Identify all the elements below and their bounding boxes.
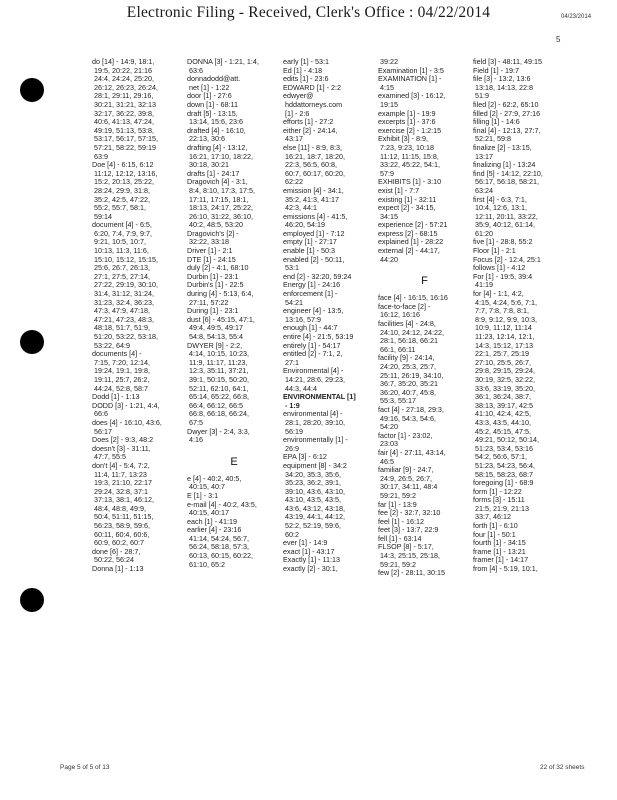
index-entry: face [4] - 16:15, 16:16 — [378, 293, 448, 303]
index-entry: Ed [1] - 4:18 — [283, 65, 323, 75]
index-entry: Environmental [4] - 14:21, 28:6, 29:23, 44:3, 44:4 — [283, 366, 345, 393]
index-entry: emission [4] - 34:1, 35:2, 41:3, 41:17 42:3, 44:1 — [283, 185, 344, 213]
index-entry: fact [4] - 27:18, 29:3, 49:16, 54:3, 54:6, 54:20 — [378, 404, 444, 432]
index-entry: exercise [2] - 1:2:15 — [378, 125, 442, 135]
index-entry: document [4] - 6:5, 6:20, 7:4, 7:9, 9:7, 9:21, 10:5, 10:7, 10:13, 11:3, 11:6, 15:10, 15:12, 15:15, 25:6, 26:7, 26:13, 27:1, 27:5, 27:14, 27:22, 29:19, 30:10, 31:4, 31:12, 31:24, 31:23, 32:4, 36:23, 47:3, 47:9, 47:18, 47:21, 47:23, 48:3, 48:18, 51:7, 51:9, 51:20, 53:22, 53:18, 53:22, 64:9 — [92, 220, 158, 350]
index-entry: documents [4] - 7:15, 7:20, 12:14, 19:24, 19:1, 19:8, 19:11, 25:7, 26:2, 44:24, 52:8, 58:7 — [92, 349, 150, 393]
index-entry: Examination [1] - 3:5 — [378, 65, 444, 75]
index-entry: Does [2] - 9:3, 48:2 — [92, 435, 154, 445]
index-entry: fell [1] - 63:14 — [378, 533, 422, 543]
index-entry: examined [3] - 16:12, 19:15 — [378, 91, 446, 109]
index-entry: empty [1] - 27:17 — [283, 237, 337, 247]
index-entry: for [4] - 1:1, 4:2, 4:15, 4:24, 5:6, 7:1, 7:7, 7:8, 7:8, 8:1, 8:9, 9:12, 9:9, 10:3, 10:9, 11:12, 11:14 11:23, 12:14, 12:1, 14:3, 15:12, 17:13 22:1, 25:7, 25:19 27:10, 25:5, 26:7, 29:8, 29:15, 29:24, 30:19, 32:5, 32:22, 33:6, 33:19, 35:20, 36:1, 36:24, 38:7, 38:13, 39:17, 42:5 41:10, 42:4, 42:5, 43:3, 43:5, 44:10, 45:2, 45:15, 47:5, 49:21, 50:12, 50:14, 51:23, 53:4, 53:16 54:2, 56:6, 57:1, 51:23, 54:23, 56:4, 58:15, 58:23, 68:7 — [473, 289, 539, 479]
index-entry: does [4] - 16:10, 43:6, 56:17 — [92, 417, 162, 436]
index-entry: Floor [1] - 2:1 — [473, 246, 516, 256]
section-letter: F — [421, 275, 428, 288]
index-entry: e [4] - 40:2, 40:5, 40:15, 40:7 — [187, 473, 242, 492]
index-entry: entire [4] - 21:5, 53:19 — [283, 332, 354, 341]
index-entry: For [1] - 19:5, 39:4 41:19 — [473, 271, 533, 290]
index-entry: end [2] - 32:20, 59:24 — [283, 271, 352, 281]
index-entry: factor [1] - 23:02, 23:03 — [378, 430, 433, 449]
index-entry: follows [1] - 4:12 — [473, 263, 526, 273]
index-entry: explained [1] - 28:22 — [378, 237, 444, 247]
index-column-2 — [187, 58, 281, 722]
index-entry: excerpts [1] - 37:6 — [378, 117, 436, 127]
index-column-5 — [473, 58, 611, 722]
index-entry: filed [2] - 62:2, 65:10 — [473, 99, 539, 109]
index-entry: donnadodd@att. net [1] - 1:22 — [187, 74, 241, 92]
index-entry: Dragovich [4] - 3:1, 8:4, 8:10, 17:3, 17:5, 17:11, 17:15, 18:1, 18:13, 24:17, 25:22, 26:10, 31:22, 36:10, 40:2, 48:5, 53:20 — [187, 177, 255, 230]
index-entry: don't [4] - 5:4, 7:2, 11:4, 11:7, 13:23 19:3, 21:10, 22:17 29:24, 32:8, 37:1 37:13, 38:1, 46:12, 48:4, 48:8, 49:9, 50:4, 51:11, 51:15, 56:23, 58:9, 59:6, 60:11, 60:4, 60:6, 60:9, 60:2, 60:7 — [92, 460, 154, 548]
index-entry: door [1] - 27:6 — [187, 91, 232, 101]
index-entry: finalizing [1] - 13:24 — [473, 160, 536, 170]
index-entry: few [2] - 28:11, 30:15 — [378, 568, 445, 578]
index-entry: enabled [2] - 50:11, 53:1 — [283, 254, 345, 273]
index-entry: exact [1] - 43:17 — [283, 546, 335, 556]
index-entry: exist [1] - 7:7 — [378, 185, 420, 195]
index-entry: doesn't [3] - 31:11, 47:7, 55:5 — [92, 443, 151, 462]
index-entry: EPA [3] - 6:12 — [283, 452, 327, 462]
index-entry: from [4] - 5:19, 10:1, — [473, 564, 538, 574]
index-entry: either [2] - 24:14, 43:17 — [283, 125, 338, 144]
index-entry: during [4] - 5:13, 6:4, 27:11, 57:22 — [187, 289, 254, 307]
index-entry: Doe [4] - 6:15, 6:12 11:12, 12:12, 13:16, 15:2, 20:13, 25:22, 28:24, 29:9, 31:8, 35:2, 42:5, 47:22, 55:2, 55:7, 58:1, 59:14 — [92, 160, 158, 221]
index-entry: drafted [4] - 16:10, 22:13, 30:6 — [187, 125, 246, 144]
index-entry: Dwyer [3] - 2:4, 3:3, 4:16 — [187, 426, 250, 445]
index-entry: Durbin's [1] - 22:5 — [187, 280, 244, 290]
punch-hole-bottom — [20, 588, 44, 612]
index-entry: forms [3] - 15:11 21:5, 21:9, 21:13 33:7, 46:12 — [473, 495, 529, 522]
index-entry: DODD [3] - 1:21, 4:4, 66:6 — [92, 400, 160, 419]
index-entry: environmental [4] - 28:1, 28:20, 39:10, 56:19 — [283, 409, 345, 436]
index-entry: four [1] - 50:1 — [473, 529, 516, 539]
index-entry: form [1] - 12:22 — [473, 486, 522, 496]
index-entry: early [1] - 53:1 — [283, 58, 329, 66]
index-entry: duly [2] - 4:1, 68:10 — [187, 263, 249, 273]
index-entry: facilities [4] - 24:8, 24:10, 24:12, 24:22, 28:1, 56:18, 66:21 66:1, 66:11 — [378, 319, 444, 354]
index-entry: FLSOP [8] - 5:17, 14:3, 25:15, 25:18, 59:21, 59:2 — [378, 542, 440, 569]
index-entry: example [1] - 19:9 — [378, 108, 436, 118]
index-entry: Dragovich's [2] - 32:22, 33:18 — [187, 228, 239, 247]
index-entry: existing [1] - 32:11 — [378, 194, 437, 204]
index-entry: drafting [4] - 13:12, 16:21, 17:10, 18:22, 30:18, 30:21 — [187, 142, 253, 170]
index-entry: DWYER [9] - 2:2, 4:14, 10:15, 10:23, 11:9, 11:17, 11:23, 12:3, 35:11, 37:21, 39:1, 50:15, 50:20, 52:11, 62:10, 64:1, 65:14, 65:22, 66:8, 66:4, 66:12, 66:5 66:8, 66:18, 66:24, 67:5 — [187, 340, 249, 427]
index-column-1 — [92, 58, 188, 722]
index-entry: EXHIBITS [1] - 3:10 — [378, 177, 442, 187]
index-entry: Energy [1] - 24:16 — [283, 280, 341, 290]
section-letter: E — [230, 455, 238, 468]
page-footer: Page 5 of 5 of 13 — [60, 764, 110, 771]
index-entry: EDWARD [1] - 2:2 — [283, 82, 342, 92]
index-entry: do [14] - 14:9, 18:1, 19:5, 20:22, 21:16 24:4, 24:24, 25:20, 26:12, 26:23, 26:24, 28:1, 29:11, 29:16, 30:21, 31:21, 32:13 32:17, 36:22, 39:8, 40:6, 41:13, 47:24, 49:19, 51:13, 53:8, 53:17, 56:17, 57:15, 57:21, 58:22, 59:19 63:9 — [92, 58, 158, 161]
index-entry: edwyer@ hddattorneys.com [1] - 2:6 — [283, 91, 343, 118]
sheet-count: 22 of 32 sheets — [540, 764, 585, 771]
index-entry: drafts [1] - 24:17 — [187, 168, 240, 178]
index-entry: dust [6] - 45:15, 47:1, 49:4, 49:5, 49:17 54:8, 54:13, 55:4 — [187, 314, 255, 341]
index-entry: fair [4] - 27:11, 43:14, 46:5 — [378, 447, 446, 466]
index-entry: E [1] - 3:1 — [187, 490, 219, 500]
index-entry: emissions [4] - 41:5, 46:20, 54:19 — [283, 211, 348, 230]
index-entry: 39:22 — [378, 58, 398, 66]
index-entry: Durbin [1] - 23:1 — [187, 271, 239, 281]
index-entry: down [1] - 68:11 — [187, 99, 239, 109]
index-entry: engineer [4] - 13:5, 13:16, 57:9 — [283, 306, 344, 324]
index-entry: employed [1] - 7:12 — [283, 228, 345, 238]
index-entry: entirely [1] - 54:17 — [283, 340, 341, 350]
index-entry: feet [3] - 13:7, 22:9 — [378, 525, 439, 535]
index-entry: EXAMINATION [1] - 4:15 — [378, 74, 442, 92]
index-entry: frame [1] - 13:21 — [473, 546, 526, 556]
index-entry: expect [2] - 34:15, 34:15 — [378, 203, 436, 221]
index-entry: external [2] - 44:17, 44:20 — [378, 246, 440, 264]
index-entry: fee [2] - 32:7, 32:10 — [378, 508, 441, 518]
index-entry: enable [1] - 50:3 — [283, 246, 335, 256]
index-entry: ENVIRONMENTAL [1] - 1:9 — [283, 392, 356, 410]
index-entry: fourth [1] - 34:15 — [473, 538, 526, 548]
word-index — [92, 58, 611, 722]
index-entry: Focus [2] - 12:4, 25:1 — [473, 254, 541, 264]
index-entry: file [3] - 13:2, 13:6 13:18, 14:13, 22:8 51:9 — [473, 74, 533, 101]
index-entry: final [4] - 12:13, 27:7, 52:21, 59:8 — [473, 125, 541, 144]
index-entry: draft [5] - 13:15, 13:14, 15:6, 23:6 — [187, 108, 243, 127]
filing-header: Electronic Filing - Received, Clerk's Office : 04/22/2014 — [126, 4, 491, 21]
index-entry: Exhibit [3] - 8:9, 7:23, 9:23, 10:18 11:12, 11:15, 15:8, 33:22, 45:22, 54:1, 57:9 — [378, 134, 440, 178]
index-entry: five [1] - 28:8, 55:2 — [473, 237, 533, 247]
index-column-4 — [378, 58, 471, 722]
index-entry: DTE [1] - 24:15 — [187, 254, 236, 264]
index-entry: efforts [1] - 27:2 — [283, 117, 334, 127]
index-entry: enforcement [1] - 54:21 — [283, 289, 338, 307]
index-entry: Dodd [1] - 1:13 — [92, 392, 140, 402]
index-entry: else [11] - 8:9, 8:3, 16:21, 18:7, 18:20, 22:3, 56:5, 60:8, 60:7, 60:17, 60:20, 62:22 — [283, 142, 345, 187]
punch-hole-top — [20, 78, 44, 102]
index-entry: finalize [2] - 13:15, 13:17 — [473, 142, 532, 161]
index-entry: edits [1] - 23:6 — [283, 74, 329, 84]
index-entry: entitled [2] - 7:1, 2, 27:1 — [283, 349, 343, 367]
index-entry: field [3] - 48:11, 49:15 — [473, 58, 542, 66]
index-entry: facility [9] - 24:14, 24:20, 25:3, 25:7, 25:11, 26:19, 34:10, 36:7, 35:20, 35:21 36:20, 40:7, 45:8, 55:3, 55:17 — [378, 353, 444, 406]
index-entry: foregoing [1] - 68:9 — [473, 478, 534, 488]
index-column-3 — [283, 58, 376, 722]
index-entry: familiar [9] - 24:7, 24:9, 26:5, 26:7, 30:17, 34:11, 48:4 59:21, 59:2 — [378, 465, 438, 500]
index-entry: Field [1] - 19:7 — [473, 65, 519, 75]
index-entry: first [4] - 6:3, 7:1, 10:4, 12:6, 13:1, 12:11, 20:11, 33:22, 35:9, 40:12, 61:14, 61:20 — [473, 194, 538, 238]
index-entry: experience [2] - 57:21 — [378, 220, 448, 230]
index-entry: forth [1] - 6:10 — [473, 521, 518, 531]
index-entry: During [1] - 23:1 — [187, 306, 239, 316]
index-entry: framer [1] - 14:17 — [473, 555, 529, 565]
index-entry: Donna [1] - 1:13 — [92, 564, 144, 574]
index-entry: done [6] - 28:7, 50:22, 56:24 — [92, 546, 141, 565]
index-entry: filling [1] - 14:6 — [473, 117, 520, 127]
index-entry: each [1] - 41:19 — [187, 516, 237, 526]
index-entry: enough [1] - 44:7 — [283, 323, 338, 333]
corner-mark: 5 — [556, 35, 561, 44]
index-entry: e-mail [4] - 40:2, 43:5, 40:15, 40:17 — [187, 499, 257, 518]
index-entry: equipment [8] - 34:2 34:20, 35:3, 35:6, 35:23, 36:2, 39:1, 39:10, 43:6, 43:10, 43:10, 43:5, 43:5, 43:6, 43:12, 43:18, 43:19, 44:1, 44:12, 52:2, 52:19, 59:6, 60:2 — [283, 460, 347, 539]
index-entry: DONNA [3] - 1:21, 1:4, 63:6 — [187, 58, 259, 75]
index-entry: earlier [4] - 23:16 41:14, 54:24, 56:7, 56:24, 58:18, 57:3, 60:13, 60:15, 60:22, 61:10, 65:2 — [187, 525, 253, 569]
index-entry: feel [1] - 16:12 — [378, 516, 424, 526]
index-entry: Exactly [1] - 11:13 — [283, 555, 340, 565]
index-entry: ever [1] - 14:9 — [283, 538, 328, 548]
punch-hole-middle — [20, 330, 44, 354]
index-entry: far [1] - 13:9 — [378, 499, 417, 509]
index-entry: express [2] - 68:15 — [378, 228, 438, 238]
document-id: 04/23/2014 — [561, 14, 592, 20]
index-entry: environmentally [1] - 26:9 — [283, 435, 348, 453]
index-entry: Driver [1] - 2:1 — [187, 246, 233, 256]
index-entry: filled [2] - 27:9, 27:16 — [473, 108, 541, 118]
index-entry: face-to-face [2] - 16:12, 16:16 — [378, 301, 431, 320]
index-entry: find [5] - 14:12, 22:10, 56:17, 56:18, 58:21, 63:24 — [473, 168, 543, 195]
index-entry: exactly [2] - 30:1, — [283, 564, 338, 574]
